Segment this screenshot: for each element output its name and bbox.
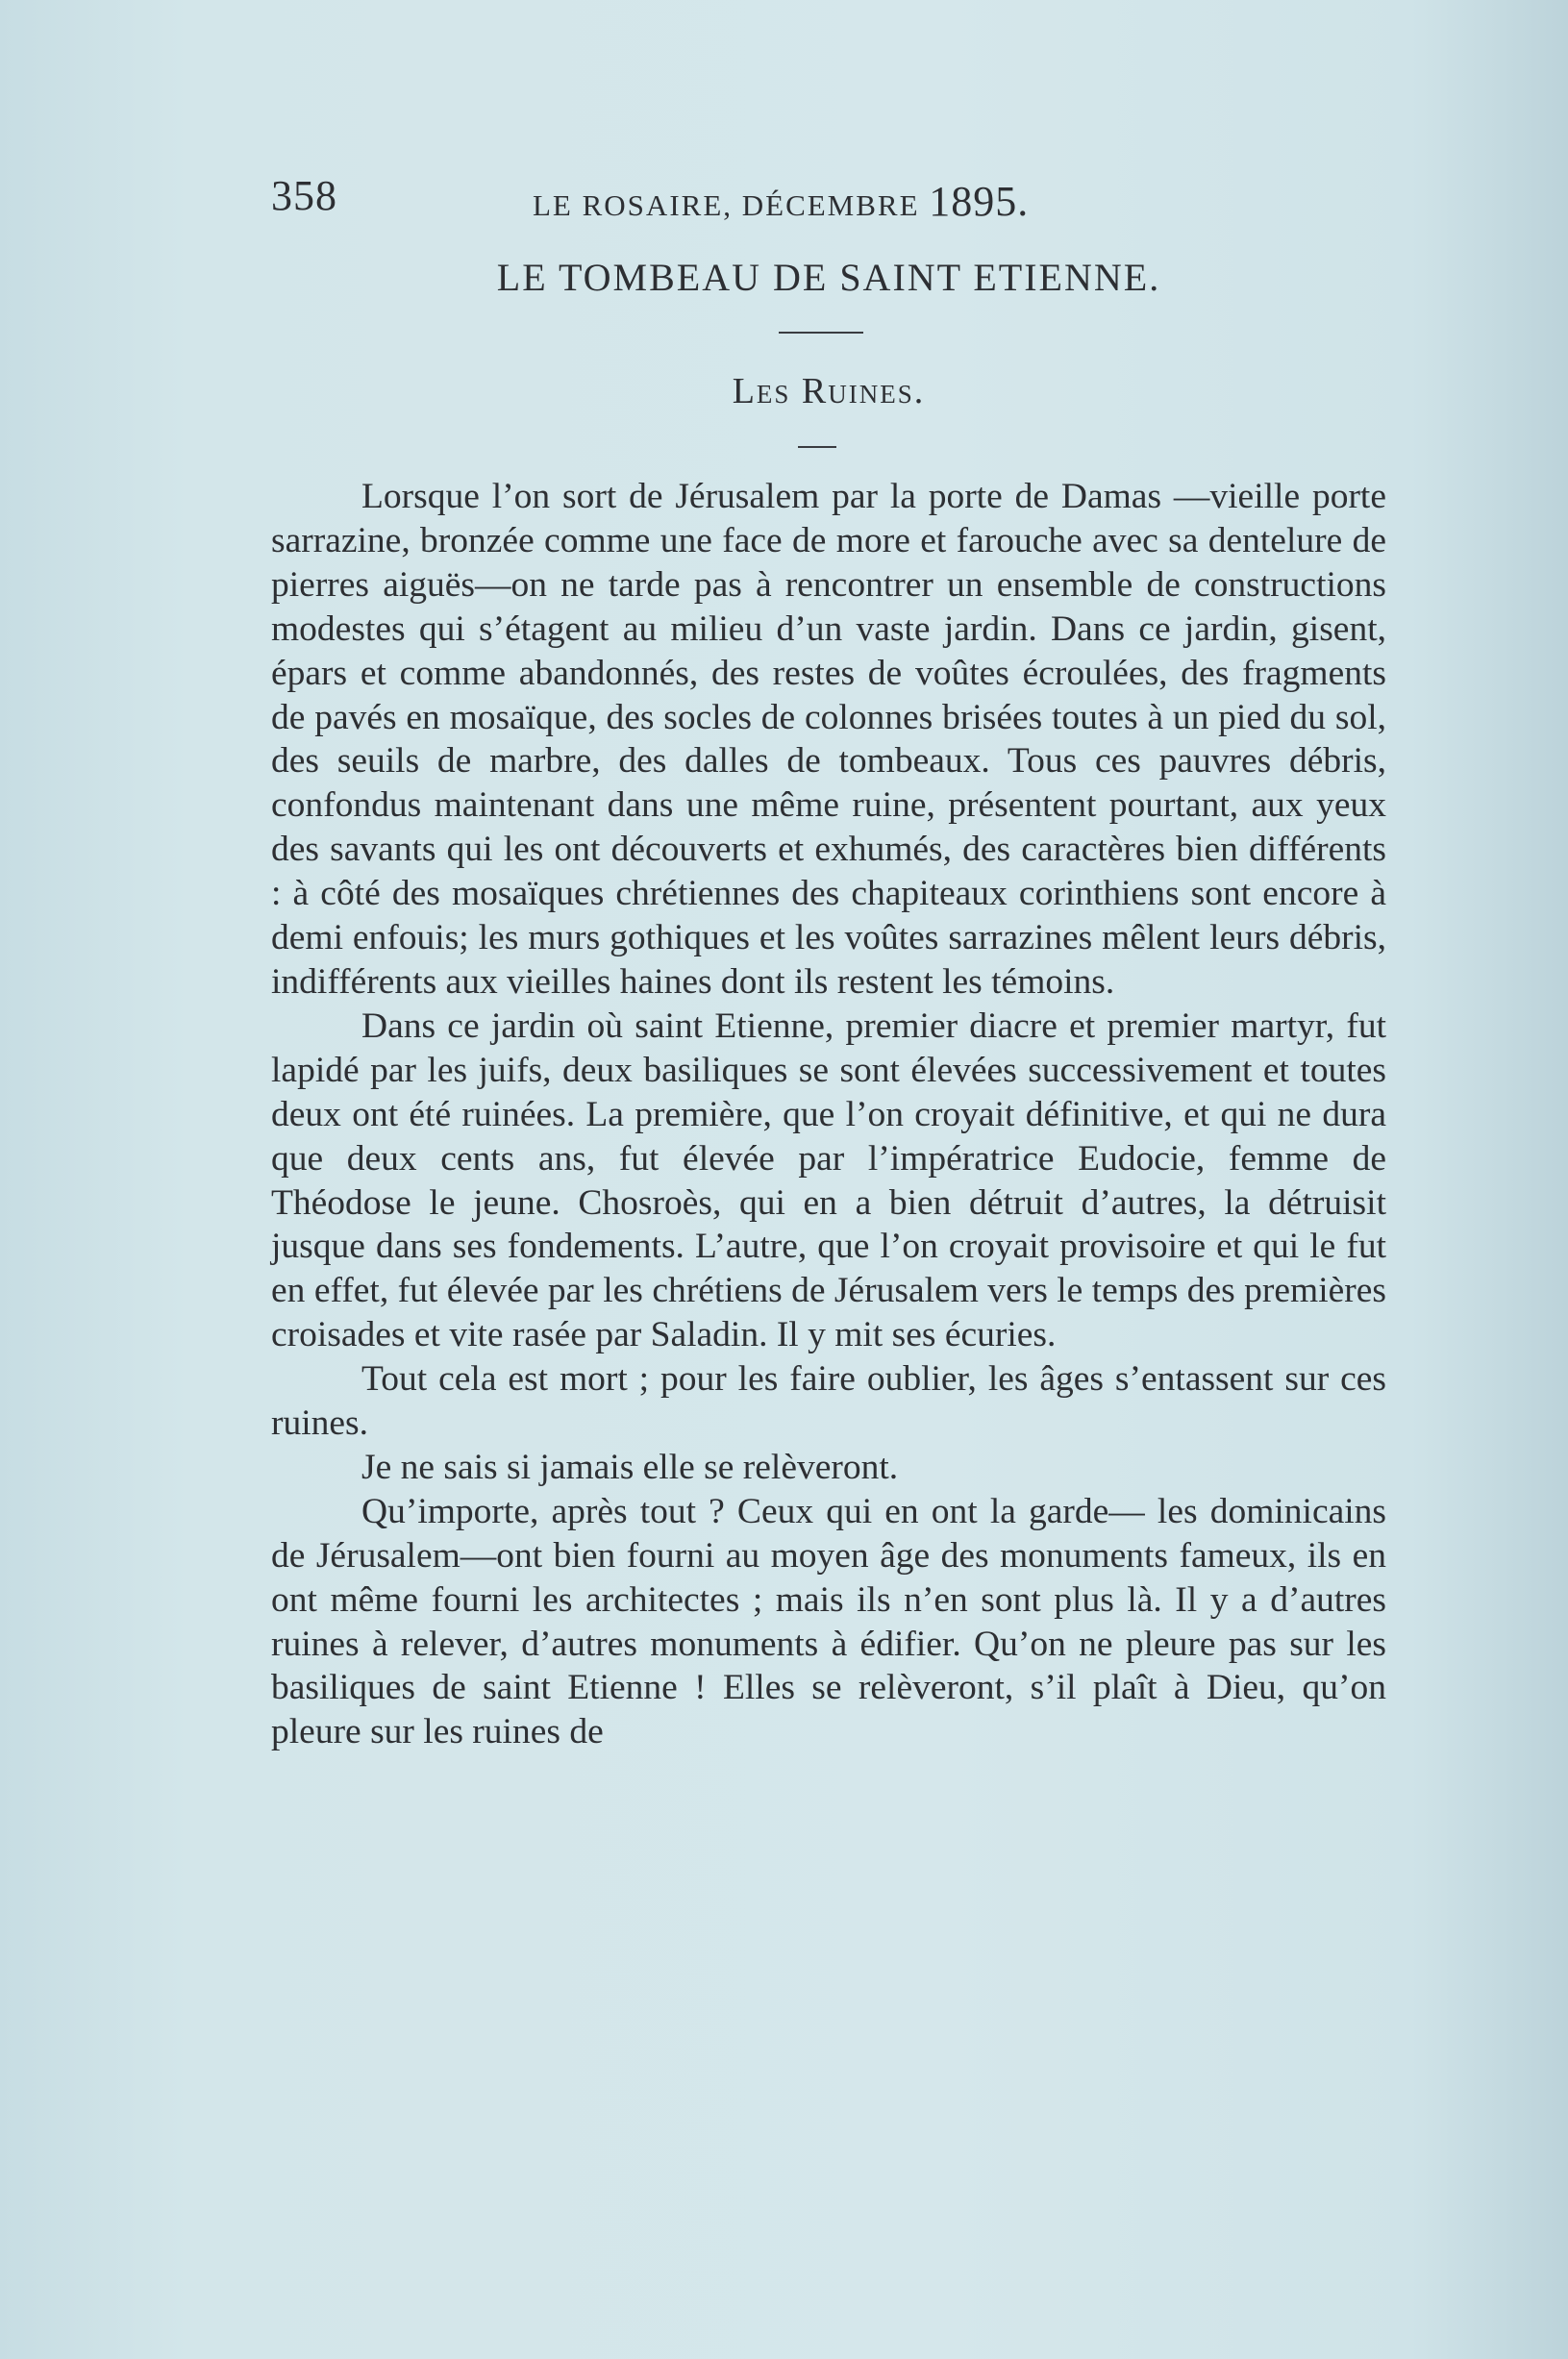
journal-year: 1895. [929, 178, 1030, 225]
section-divider [798, 446, 836, 448]
section-title: Les Ruines. [732, 371, 926, 411]
journal-title [533, 177, 1029, 226]
journal-name-date: LE ROSAIRE, DÉCEMBRE [533, 188, 930, 222]
paragraph: Dans ce jardin où saint Etienne, premier diacre et premier martyr, fut lapidé par les juifs, deux basiliques se sont élevées successivement et toutes deux ont été ruinées. La première, que l’on croyait définitive, et qui ne dura que deux cents ans, fut élevée par l’impératrice Eudocie, femme de Théodose le jeune. Chosroès, qui en a bien détruit d’autres, la détruisit jusque dans ses fondements. L’autre, que l’on croyait provisoire et qui le fut en effet, fut élevée par les chrétiens de Jérusalem vers le temps des premières croisades et vite rasée par Saladin. Il y mit ses écuries. [271, 1006, 1386, 1355]
paragraph: Lorsque l’on sort de Jérusalem par la porte de Damas —vieille porte sarrazine, bronzée comme une face de more et farouche avec sa dentelure de pierres aiguës—on ne tarde pas à rencontrer un ensemble de constructions modestes qui s’étagent au milieu d’un vaste jardin. Dans ce jardin, gisent, épars et comme abandonnés, des restes de voûtes écroulées, des fragments de pavés en mosaïque, des socles de colonnes brisées toutes à un pied du sol, des seuils de marbre, des dalles de tombeaux. Tous ces pauvres débris, confondus maintenant dans une même ruine, présentent pourtant, aux yeux des savants qui les ont découverts et exhumés, des caractères bien différents : à côté des mosaïques chrétiennes des chapiteaux corinthiens sont encore à demi enfouis; les murs gothiques et les voûtes sarrazines mêlent leurs débris, indifférents aux vieilles haines dont ils restent les témoins. [271, 477, 1386, 1002]
page-number: 358 [271, 172, 337, 219]
running-head [271, 171, 1329, 238]
title-divider [779, 332, 863, 334]
body-text [271, 475, 1386, 1754]
article-title: LE TOMBEAU DE SAINT ETIENNE. [496, 256, 1161, 299]
paragraph: Qu’importe, après tout ? Ceux qui en ont la garde— les dominicains de Jérusalem—ont bien fourni au moyen âge des monuments fameux, ils en ont même fourni les architectes ; mais ils n’en sont plus là. Il y a d’autres ruines à relever, d’autres monuments à édifier. Qu’on ne pleure pas sur les basiliques de saint Etienne ! Elles se relèveront, s’il plaît à Dieu, qu’on pleure sur les ruines de [271, 1491, 1386, 1752]
paragraph: Tout cela est mort ; pour les faire oublier, les âges s’entassent sur ces ruines. [271, 1359, 1386, 1444]
paragraph: Je ne sais si jamais elle se relèveront. [361, 1447, 899, 1487]
